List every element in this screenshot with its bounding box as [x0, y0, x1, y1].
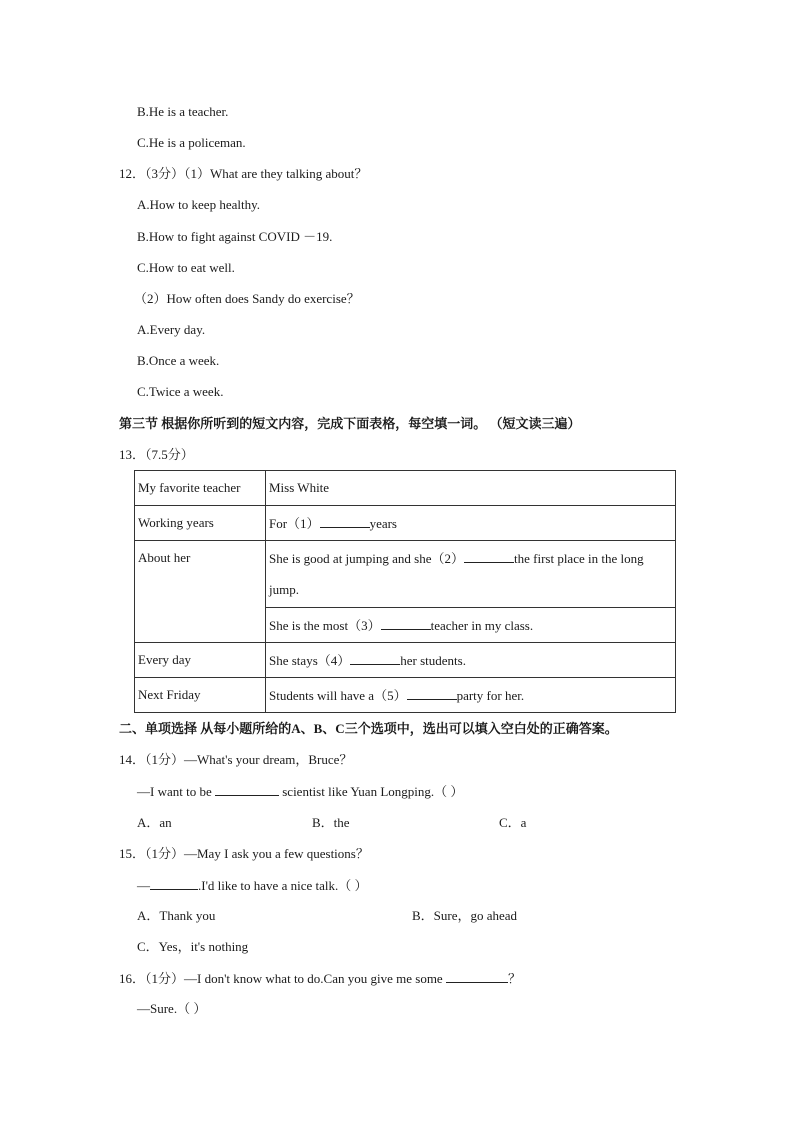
table-row-label: My favorite teacher [135, 471, 266, 506]
table-row-value: Miss White [266, 471, 676, 506]
q15-option-a[interactable]: A．Thank you [137, 908, 216, 923]
q12-2-option-c: C.Twice a week. [137, 384, 224, 399]
q11-option-b: B.He is a teacher. [137, 104, 229, 119]
q16-answer-line: —Sure.（ ） [137, 1001, 207, 1016]
answer-blank-4[interactable] [350, 652, 400, 665]
q15-answer-blank[interactable] [150, 877, 198, 890]
blank-1-suffix: years [369, 515, 397, 531]
blank-5-prefix: Students will have a（5） [269, 687, 407, 703]
q13-table [134, 470, 676, 713]
q15-line-prefix: — [137, 878, 150, 893]
blank-3-suffix: teacher in my class. [430, 617, 534, 633]
blank-2-prefix: She is good at jumping and she（2） [269, 551, 464, 566]
table-row-label: Next Friday [135, 678, 266, 713]
q12-2-stem: （2）How often does Sandy do exercise？ [134, 291, 360, 306]
q12-stem: 12．（3分）（1）What are they talking about？ [119, 166, 368, 181]
table-row-label: Every day [135, 643, 266, 678]
blank-4-prefix: She stays（4） [269, 652, 351, 668]
q13-stem: 13．（7.5分） [119, 447, 194, 462]
q12-2-option-b: B.Once a week. [137, 353, 220, 368]
blank-4-suffix: her students. [400, 652, 466, 668]
q14-option-c[interactable]: C．a [499, 815, 527, 830]
answer-blank-5[interactable] [407, 687, 457, 700]
section3-heading: 第三节 根据你所听到的短文内容，完成下面表格，每空填一词。 （短文读三遍） [119, 416, 581, 431]
q11-option-c: C.He is a policeman. [137, 135, 246, 150]
answer-blank-3[interactable] [381, 617, 431, 630]
q12-1-option-a: A.How to keep healthy. [137, 197, 260, 212]
q12-2-option-a: A.Every day. [137, 322, 206, 337]
q15-stem: 15．（1分）—May I ask you a few questions？ [119, 846, 369, 861]
q16-answer-blank[interactable] [446, 970, 508, 983]
part2-heading: 二、单项选择 从每小题所给的A、B、C三个选项中，选出可以填入空白处的正确答案。 [119, 721, 618, 736]
table-row [135, 541, 676, 608]
q14-option-b[interactable]: B．the [312, 815, 350, 830]
table-row [135, 643, 676, 678]
table-row-value [266, 678, 676, 713]
q16-stem-suffix: ？ [507, 971, 521, 986]
blank-3-prefix: She is the most（3） [269, 617, 381, 633]
q16-stem-prefix: 16．（1分）—I don't know what to do.Can you give me some [119, 971, 443, 986]
q15-option-b[interactable]: B．Sure，go ahead [412, 908, 518, 923]
q12-1-option-b: B.How to fight against COVID －19. [137, 229, 333, 244]
table-row-value [266, 608, 676, 643]
q16-stem [119, 970, 521, 987]
q15-option-c[interactable]: C．Yes，it's nothing [137, 939, 249, 954]
q14-answer-line [137, 783, 463, 800]
answer-blank-2[interactable] [464, 550, 514, 563]
q14-stem: 14．（1分）—What's your dream，Bruce？ [119, 752, 353, 767]
table-row [135, 471, 676, 506]
table-row-value [266, 541, 676, 608]
table-row [135, 678, 676, 713]
q14-line-suffix: scientist like Yuan Longping.（ ） [282, 784, 464, 799]
table-row [135, 506, 676, 541]
q14-line-prefix: —I want to be [137, 784, 212, 799]
blank-2-suffix: the first place in the long [514, 551, 644, 566]
q12-1-option-c: C.How to eat well. [137, 260, 235, 275]
q14-answer-blank[interactable] [215, 783, 279, 796]
table-row-value [266, 506, 676, 541]
blank-1-prefix: For（1） [269, 515, 320, 531]
q14-option-a[interactable]: A．an [137, 815, 172, 830]
answer-blank-1[interactable] [320, 515, 370, 528]
blank-5-suffix: party for her. [456, 687, 525, 703]
q15-answer-line [137, 877, 367, 894]
blank-2-continuation: jump. [269, 582, 299, 597]
q15-line-suffix: .I'd like to have a nice talk.（ ） [198, 878, 368, 893]
table-row-value [266, 643, 676, 678]
table-row-label: Working years [135, 506, 266, 541]
table-row-label: About her [135, 541, 266, 643]
